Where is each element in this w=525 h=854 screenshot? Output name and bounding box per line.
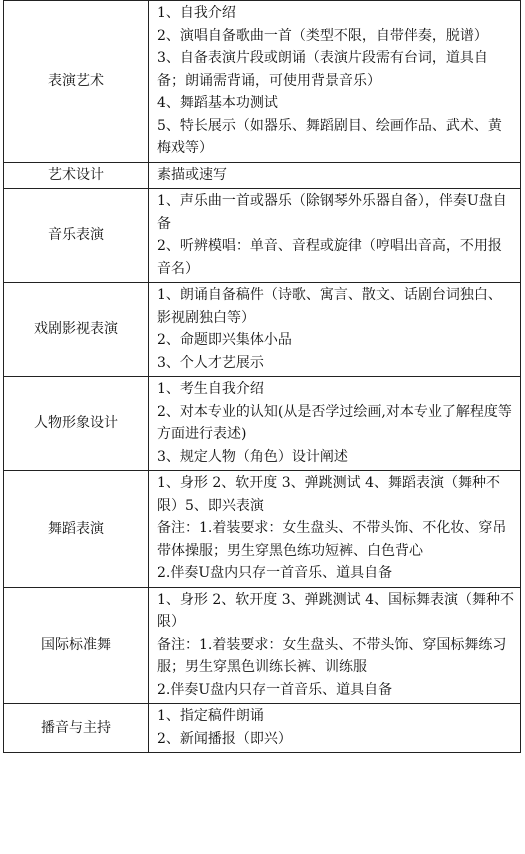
table-row [4,162,521,189]
requirement-line: 2、对本专业的认知(从是否学过绘画,对本专业了解程度等方面进行表述) [157,403,512,442]
requirement-line: 1、指定稿件朗诵 [157,708,264,724]
requirement-line: 2.伴奏U盘内只存一首音乐、道具自备 [157,565,393,581]
table-row [4,704,521,753]
requirement-line: 备注：1.着装要求：女生盘头、不带头饰、不化妆、穿吊带体操服；男生穿黑色练功短裤、白色背心 [157,520,507,559]
requirement-line: 1、身形 2、软开度 3、弹跳测试 4、舞蹈表演（舞种不限）5、即兴表演 [157,475,500,514]
requirement-line: 2、演唱自备歌曲一首（类型不限，自带伴奏，脱谱） [157,27,488,44]
requirements-cell [149,189,521,283]
table-body [4,1,521,753]
requirements-cell [149,377,521,471]
requirements-cell [149,587,521,704]
requirement-line: 素描或速写 [157,166,227,183]
requirement-line: 1、考生自我介绍 [157,381,264,397]
table-row [4,189,521,283]
requirement-line: 1、朗诵自备稿件（诗歌、寓言、散文、话剧台词独白、影视剧独白等） [157,287,502,326]
requirement-line: 3、规定人物（角色）设计阐述 [157,448,348,465]
requirement-line: 2、命题即兴集体小品 [157,332,292,348]
requirement-line: 1、自我介绍 [157,5,236,21]
requirements-cell [149,1,521,163]
requirement-line: 1、身形 2、软开度 3、弹跳测试 4、国标舞表演（舞种不限） [157,591,514,630]
requirement-line: 4、舞蹈基本功测试 [157,95,278,111]
requirement-line: 2、听辨模唱：单音、音程或旋律（哼唱出音高，不用报音名） [157,238,502,277]
category-cell: 音乐表演 [4,189,149,283]
table-row [4,283,521,377]
requirements-cell [149,162,521,189]
requirement-line: 3、自备表演片段或朗诵（表演片段需有台词，道具自备；朗诵需背诵，可使用背景音乐） [157,50,488,89]
requirement-line: 备注：1.着装要求：女生盘头、不带头饰、穿国标舞练习服；男生穿黑色训练长裤、训练服 [157,636,507,675]
category-cell: 播音与主持 [4,704,149,753]
category-cell: 戏剧影视表演 [4,283,149,377]
requirements-cell [149,704,521,753]
category-cell: 人物形象设计 [4,377,149,471]
requirements-cell [149,471,521,588]
table-row [4,1,521,163]
requirement-line: 3、个人才艺展示 [157,354,264,371]
category-cell: 艺术设计 [4,162,149,189]
requirements-cell [149,283,521,377]
category-cell: 表演艺术 [4,1,149,163]
exam-requirements-table [3,0,521,753]
requirement-line: 2.伴奏U盘内只存一首音乐、道具自备 [157,681,393,698]
requirement-line: 1、声乐曲一首或器乐（除钢琴外乐器自备），伴奏U盘自备 [157,193,507,232]
table-row [4,377,521,471]
category-cell: 舞蹈表演 [4,471,149,588]
table-row [4,471,521,588]
requirement-line: 5、特长展示（如器乐、舞蹈剧目、绘画作品、武术、黄梅戏等） [157,117,502,156]
table-row [4,587,521,704]
requirement-line: 2、新闻播报（即兴） [157,730,292,747]
category-cell: 国际标准舞 [4,587,149,704]
